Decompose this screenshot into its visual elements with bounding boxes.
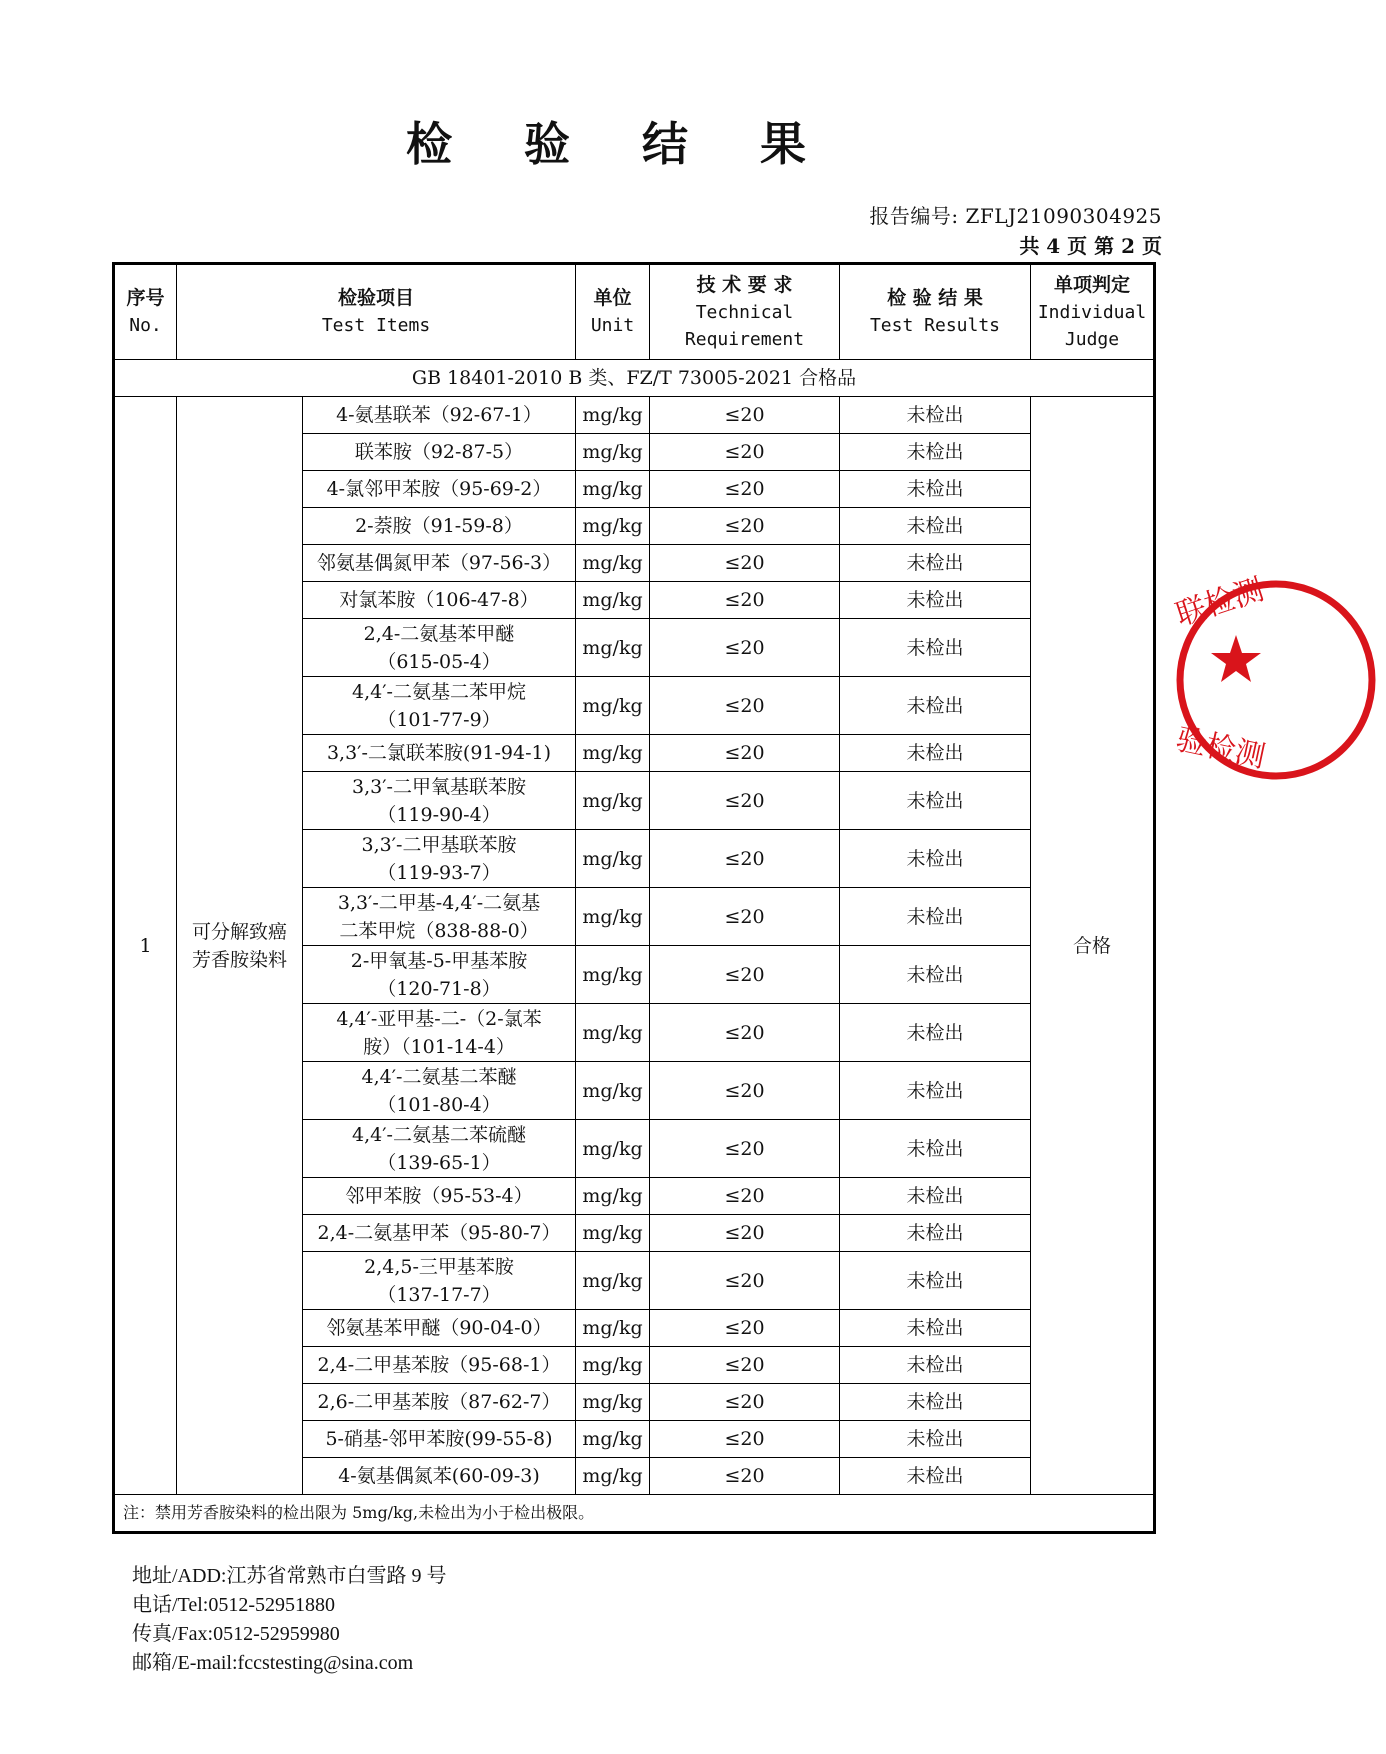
- unit-cell: mg/kg: [576, 397, 650, 434]
- result-cell: 未检出: [840, 1458, 1031, 1495]
- test-item: [303, 508, 576, 545]
- test-item: [303, 1310, 576, 1347]
- header-req-zh: 技 术 要 求: [696, 273, 793, 296]
- requirement-cell: ≤20: [650, 1215, 840, 1252]
- unit-cell: mg/kg: [576, 1347, 650, 1384]
- unit-cell: mg/kg: [576, 1004, 650, 1062]
- unit-cell: mg/kg: [576, 1310, 650, 1347]
- footer-tel: 电话/Tel:0512-52951880: [132, 1594, 336, 1616]
- standard-row: [114, 360, 1155, 397]
- requirement-cell: ≤20: [650, 735, 840, 772]
- requirement-cell: ≤20: [650, 582, 840, 619]
- unit-cell: mg/kg: [576, 735, 650, 772]
- test-item-line1: 2-甲氧基-5-甲基苯胺: [350, 949, 528, 972]
- result-cell: 未检出: [840, 1421, 1031, 1458]
- test-item-line1: 对氯苯胺（106-47-8）: [339, 589, 539, 611]
- test-item-line1: 5-硝基-邻甲苯胺(99-55-8): [325, 1428, 553, 1450]
- stamp-star-icon: [1211, 635, 1261, 682]
- test-item-line1: 联苯胺（92-87-5）: [354, 441, 524, 463]
- result-cell: 未检出: [840, 619, 1031, 677]
- report-number: 报告编号: ZFLJ21090304925: [869, 204, 1162, 228]
- test-item-line1: 邻氨基偶氮甲苯（97-56-3）: [316, 552, 562, 574]
- page-title: 检 验 结 果: [405, 117, 835, 171]
- standard-text: GB 18401-2010 B 类、FZ/T 73005-2021 合格品: [114, 360, 1155, 397]
- test-item: [303, 772, 576, 830]
- result-cell: 未检出: [840, 677, 1031, 735]
- unit-cell: mg/kg: [576, 1178, 650, 1215]
- unit-cell: mg/kg: [576, 1458, 650, 1495]
- test-item-line1: 4,4′-二氨基二苯甲烷: [352, 680, 526, 703]
- result-cell: 未检出: [840, 434, 1031, 471]
- test-item: [303, 888, 576, 946]
- requirement-cell: ≤20: [650, 1347, 840, 1384]
- requirement-cell: ≤20: [650, 508, 840, 545]
- header-judge-zh: 单项判定: [1053, 273, 1130, 296]
- result-cell: 未检出: [840, 545, 1031, 582]
- header-no-en: No.: [129, 315, 162, 336]
- test-item-line1: 3,3′-二甲基-4,4′-二氨基: [337, 891, 541, 914]
- result-cell: 未检出: [840, 946, 1031, 1004]
- requirement-cell: ≤20: [650, 619, 840, 677]
- requirement-cell: ≤20: [650, 1252, 840, 1310]
- test-item: [303, 1421, 576, 1458]
- test-item-line1: 4-氨基偶氮苯(60-09-3): [338, 1465, 540, 1487]
- test-item: [303, 1178, 576, 1215]
- header-requirement: [650, 264, 840, 360]
- header-judge-en2: Judge: [1064, 328, 1120, 350]
- test-item-line1: 4,4′-二氨基二苯醚: [361, 1065, 517, 1088]
- header-req-en1: Technical: [695, 301, 794, 323]
- test-item-line1: 4-氨基联苯（92-67-1）: [336, 404, 542, 426]
- unit-cell: mg/kg: [576, 1062, 650, 1120]
- test-item: [303, 1120, 576, 1178]
- result-cell: 未检出: [840, 1062, 1031, 1120]
- header-item-zh: 检验项目: [337, 287, 414, 309]
- table-row: [114, 397, 1155, 434]
- test-item: [303, 946, 576, 1004]
- test-item: [303, 582, 576, 619]
- requirement-cell: ≤20: [650, 1120, 840, 1178]
- test-item-line2: 二苯甲烷（838-88-0）: [339, 919, 539, 942]
- header-unit-zh: 单位: [593, 287, 632, 309]
- requirement-cell: ≤20: [650, 830, 840, 888]
- header-req-en2: Requirement: [684, 328, 805, 350]
- requirement-cell: ≤20: [650, 545, 840, 582]
- requirement-cell: ≤20: [650, 471, 840, 508]
- result-cell: 未检出: [840, 471, 1031, 508]
- test-item: [303, 1458, 576, 1495]
- test-item: [303, 397, 576, 434]
- test-item-line1: 2,6-二甲基苯胺（87-62-7）: [317, 1391, 561, 1413]
- unit-cell: mg/kg: [576, 772, 650, 830]
- result-cell: 未检出: [840, 582, 1031, 619]
- test-item-line2: （120-71-8）: [377, 977, 501, 1000]
- result-cell: 未检出: [840, 888, 1031, 946]
- requirement-cell: ≤20: [650, 1421, 840, 1458]
- requirement-cell: ≤20: [650, 434, 840, 471]
- header-judge-en1: Individual: [1037, 301, 1147, 323]
- unit-cell: mg/kg: [576, 1120, 650, 1178]
- requirement-cell: ≤20: [650, 888, 840, 946]
- header-unit-en: Unit: [590, 315, 635, 336]
- result-cell: 未检出: [840, 397, 1031, 434]
- unit-cell: mg/kg: [576, 434, 650, 471]
- test-item-line1: 4,4′-二氨基二苯硫醚: [352, 1123, 526, 1146]
- header-results: [840, 264, 1031, 360]
- test-item-line1: 2,4-二甲基苯胺（95-68-1）: [317, 1354, 561, 1376]
- group-name: [177, 397, 303, 1495]
- test-item: [303, 471, 576, 508]
- note-row: [114, 1495, 1155, 1533]
- test-item: [303, 434, 576, 471]
- unit-cell: mg/kg: [576, 946, 650, 1004]
- unit-cell: mg/kg: [576, 545, 650, 582]
- table-header-row: [114, 264, 1155, 360]
- result-cell: 未检出: [840, 1347, 1031, 1384]
- page-indicator: 共 4 页 第 2 页: [1019, 234, 1162, 258]
- result-cell: 未检出: [840, 1384, 1031, 1421]
- requirement-cell: ≤20: [650, 946, 840, 1004]
- test-item: [303, 619, 576, 677]
- test-item-line1: 3,3′-二氯联苯胺(91-94-1): [326, 742, 552, 764]
- result-cell: 未检出: [840, 735, 1031, 772]
- header-no-zh: 序号: [126, 287, 165, 309]
- requirement-cell: ≤20: [650, 1178, 840, 1215]
- test-item-line2: （137-17-7）: [377, 1283, 501, 1306]
- note-text: 注：禁用芳香胺染料的检出限为 5mg/kg,未检出为小于检出极限。: [114, 1495, 1155, 1533]
- result-cell: 未检出: [840, 1120, 1031, 1178]
- result-cell: 未检出: [840, 772, 1031, 830]
- test-item: [303, 1347, 576, 1384]
- test-item-line2: 胺）（101-14-4）: [363, 1035, 515, 1058]
- header-test-items: [177, 264, 576, 360]
- header-unit: [576, 264, 650, 360]
- result-cell: 未检出: [840, 1178, 1031, 1215]
- stamp-top-text: 联检测: [1171, 572, 1269, 634]
- unit-cell: mg/kg: [576, 830, 650, 888]
- stamp-bottom-text: 验检测: [1172, 722, 1269, 776]
- test-item: [303, 1384, 576, 1421]
- unit-cell: mg/kg: [576, 888, 650, 946]
- test-item: [303, 677, 576, 735]
- test-item-line1: 4,4′-亚甲基-二-（2-氯苯: [336, 1007, 542, 1030]
- unit-cell: mg/kg: [576, 619, 650, 677]
- result-cell: 未检出: [840, 1215, 1031, 1252]
- test-item-line2: （615-05-4）: [377, 650, 501, 673]
- test-item-line1: 2,4-二氨基甲苯（95-80-7）: [317, 1222, 561, 1244]
- test-item: [303, 735, 576, 772]
- test-item: [303, 1252, 576, 1310]
- unit-cell: mg/kg: [576, 677, 650, 735]
- footer-address: 地址/ADD:江苏省常熟市白雪路 9 号: [132, 1565, 447, 1587]
- group-judge: 合格: [1031, 397, 1155, 1495]
- test-item-line2: （119-90-4）: [377, 803, 501, 826]
- header-item-en: Test Items: [321, 315, 431, 336]
- results-table-container: [112, 262, 1153, 1534]
- requirement-cell: ≤20: [650, 1062, 840, 1120]
- result-cell: 未检出: [840, 830, 1031, 888]
- test-item-line1: 3,3′-二甲基联苯胺: [361, 833, 517, 856]
- unit-cell: mg/kg: [576, 1421, 650, 1458]
- group-name-line2: 芳香胺染料: [191, 948, 287, 971]
- test-item: [303, 1215, 576, 1252]
- unit-cell: mg/kg: [576, 508, 650, 545]
- test-item-line1: 邻氨基苯甲醚（90-04-0）: [326, 1317, 552, 1339]
- header-result-zh: 检 验 结 果: [887, 287, 983, 309]
- header-result-en: Test Results: [869, 315, 1001, 336]
- requirement-cell: ≤20: [650, 1310, 840, 1347]
- test-item-line2: （101-80-4）: [377, 1093, 501, 1116]
- group-number: 1: [114, 397, 177, 1495]
- test-item-line2: （139-65-1）: [377, 1151, 501, 1174]
- requirement-cell: ≤20: [650, 397, 840, 434]
- unit-cell: mg/kg: [576, 582, 650, 619]
- requirement-cell: ≤20: [650, 677, 840, 735]
- requirement-cell: ≤20: [650, 772, 840, 830]
- header-judge: [1031, 264, 1155, 360]
- test-item: [303, 1062, 576, 1120]
- footer-email: 邮箱/E-mail:fccstesting@sina.com: [132, 1652, 414, 1674]
- requirement-cell: ≤20: [650, 1384, 840, 1421]
- test-item-line1: 4-氯邻甲苯胺（95-69-2）: [326, 478, 552, 500]
- group-name-line1: 可分解致癌: [191, 920, 287, 943]
- unit-cell: mg/kg: [576, 1384, 650, 1421]
- result-cell: 未检出: [840, 1310, 1031, 1347]
- requirement-cell: ≤20: [650, 1458, 840, 1495]
- requirement-cell: ≤20: [650, 1004, 840, 1062]
- test-item-line1: 2,4-二氨基苯甲醚: [363, 622, 515, 645]
- result-cell: 未检出: [840, 1004, 1031, 1062]
- header-no: [114, 264, 177, 360]
- test-item-line2: （119-93-7）: [377, 861, 501, 884]
- unit-cell: mg/kg: [576, 1215, 650, 1252]
- test-item-line1: 2-萘胺（91-59-8）: [355, 515, 523, 537]
- test-item-line1: 3,3′-二甲氧基联苯胺: [352, 775, 526, 798]
- test-item: [303, 545, 576, 582]
- test-item-line1: 2,4,5-三甲基苯胺: [364, 1255, 514, 1278]
- result-cell: 未检出: [840, 1252, 1031, 1310]
- test-item-line2: （101-77-9）: [377, 708, 501, 731]
- unit-cell: mg/kg: [576, 1252, 650, 1310]
- official-stamp-seal: [1171, 565, 1386, 795]
- results-table: [112, 262, 1156, 1534]
- test-item-line1: 邻甲苯胺（95-53-4）: [345, 1185, 533, 1207]
- unit-cell: mg/kg: [576, 471, 650, 508]
- footer-contact: [132, 1562, 446, 1678]
- test-item: [303, 1004, 576, 1062]
- result-cell: 未检出: [840, 508, 1031, 545]
- footer-fax: 传真/Fax:0512-52959980: [132, 1623, 340, 1645]
- test-item: [303, 830, 576, 888]
